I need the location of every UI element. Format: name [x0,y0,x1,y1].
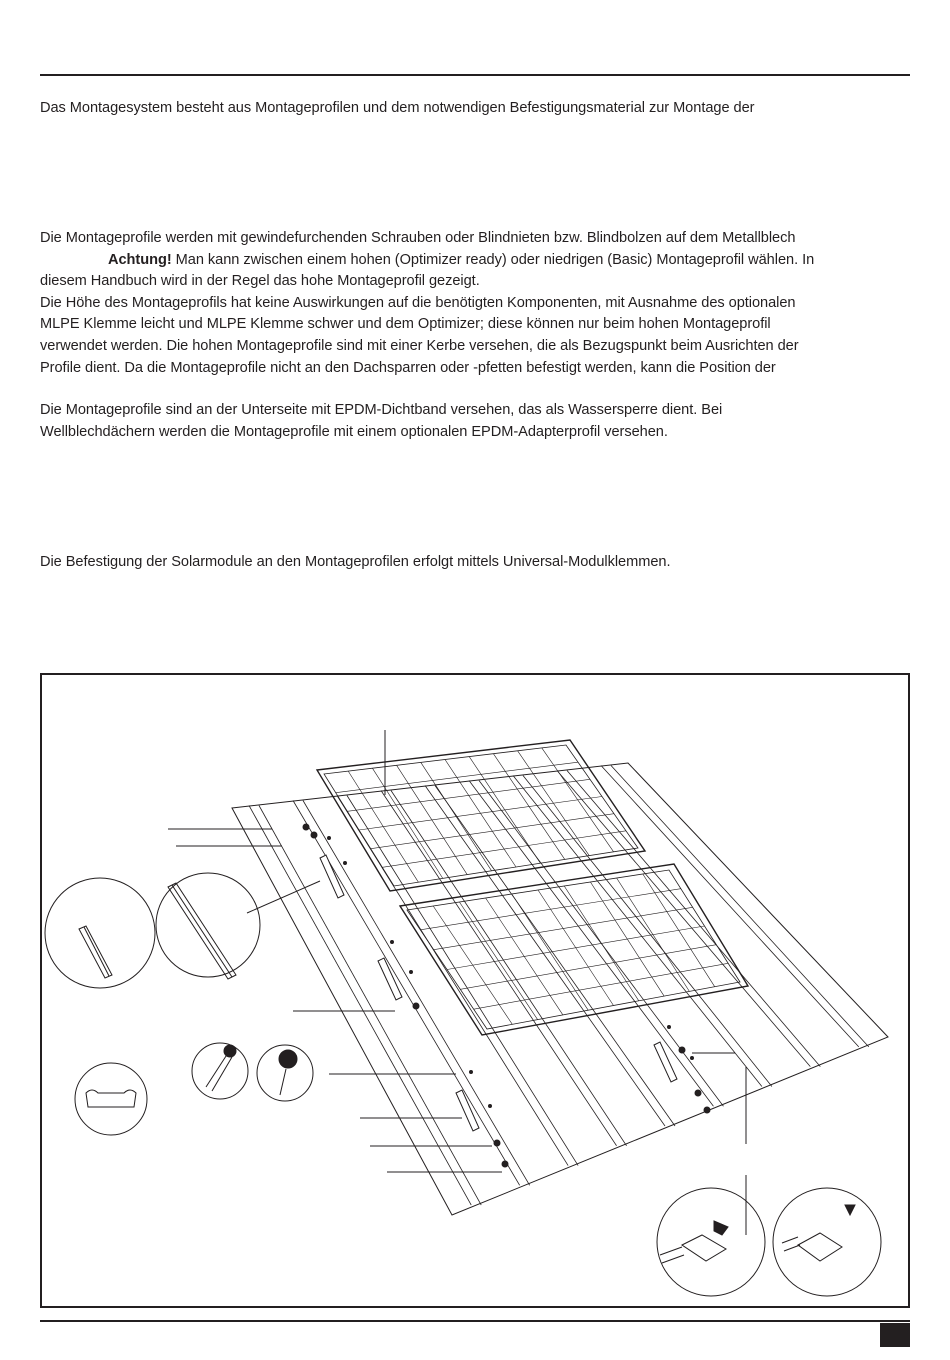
roof-rib-line [557,771,810,1067]
roof-rib-line [391,791,627,1146]
warning-line [40,252,814,268]
roof-rib-line [425,786,665,1127]
detail-epdm-adapter [75,1063,147,1135]
detail-tapping-screw [257,1045,313,1101]
detail-mlpe-clamp-light [657,1188,765,1296]
detail-profile-low [45,878,155,988]
fasteners [303,824,710,1167]
clamp-paragraph [40,552,890,574]
roof-rib-line [435,786,675,1127]
corrugated-roof-sheet [232,763,888,1215]
header-rule [40,74,910,76]
roof-ribs [249,766,869,1206]
roof-outline [232,763,888,1215]
intro-line: Das Montagesystem besteht aus Montageprofilen und dem notwendigen Befestigungsmaterial zur Montage der [40,100,755,116]
page-number-box [880,1323,910,1347]
epdm-line-1: Die Montageprofile sind an der Unterseite mit EPDM-Dichtband versehen, das als Wassersperre dient. Bei [40,402,723,418]
detail-blind-rivet [192,1043,248,1099]
warning-label: Achtung! [108,251,172,268]
epdm-paragraph [40,400,890,443]
height-line-1: Die Höhe des Montageprofils hat keine Auswirkungen auf die benötigten Komponenten, mit Ausnahme des optionalen [40,294,796,311]
mounting-line-3: diesem Handbuch wird in der Regel das hohe Montageprofil gezeigt. [40,273,480,290]
panel-grid-line [382,831,626,868]
figure-drawing [42,675,908,1306]
intro-paragraph [40,98,890,120]
mounting-profile-1 [320,855,344,898]
mounting-paragraph [40,228,890,379]
panel-grid-line [336,762,578,793]
height-line-3: verwendet werden. Die hohen Montageprofile sind mit einer Kerbe versehen, die als Bezugspunkt beim Ausrichten der [40,337,799,354]
panel-grid-line [460,945,716,990]
detail-profile-high [156,873,260,979]
roof-rib-line [259,806,481,1206]
roof-rib-line [601,766,859,1047]
roof-rib-line [347,796,578,1166]
roof-rib-line [303,801,530,1186]
roof-rib-line [523,776,772,1087]
panel-grid-line [359,797,602,831]
mounting-system-figure [40,673,910,1308]
roof-rib-line [249,806,471,1206]
height-line-2: MLPE Klemme leicht und MLPE Klemme schwer und dem Optimizer; diese können nur beim hohen Montageprofil [40,316,771,333]
footer-rule [40,1320,910,1322]
panel-grid-line [474,963,729,1009]
epdm-line-2: Wellblechdächern werden die Montageprofile mit einem optionalen EPDM-Adapterprofil versehen. [40,423,668,440]
mounting-profile-4 [654,1042,677,1082]
detail-mlpe-clamp-heavy [773,1188,881,1296]
solar-panel-lower [400,864,748,1035]
warning-text: Man kann zwischen einem hohen (Optimizer ready) oder niedrigen (Basic) Montageprofil wählen. In [171,251,815,268]
height-line-4: Profile dient. Da die Montageprofile nicht an den Dachsparren oder -pfetten befestigt werden, kann die Position der [40,359,776,376]
clamp-line: Die Befestigung der Solarmodule an den Montageprofilen erfolgt mittels Universal-Modulklemmen. [40,554,671,570]
roof-rib-line [513,776,762,1087]
mounting-line-1: Die Montageprofile werden mit gewindefurchenden Schrauben oder Blindnieten bzw. Blindbolzen auf dem Metallblech [40,230,796,246]
